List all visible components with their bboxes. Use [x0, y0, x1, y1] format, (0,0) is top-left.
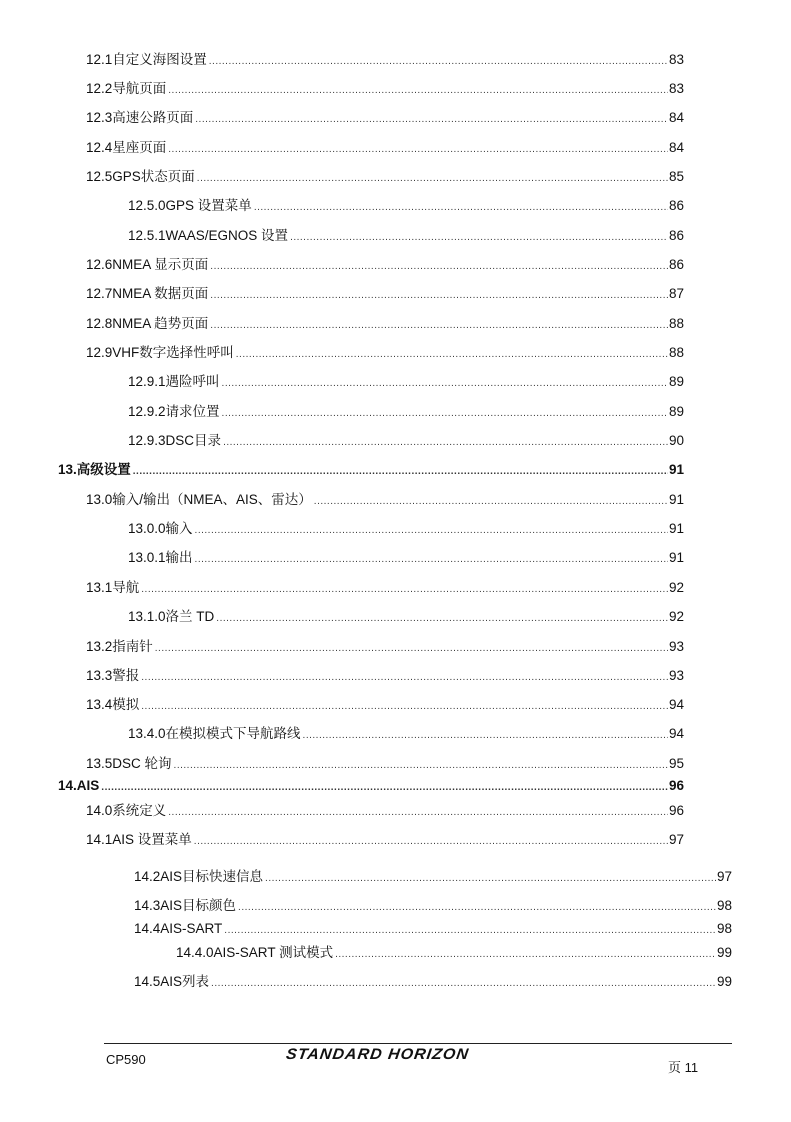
toc-entry[interactable] — [134, 869, 732, 887]
toc-entry[interactable] — [86, 492, 684, 510]
toc-leader-dots — [290, 230, 668, 246]
toc-entry[interactable] — [86, 257, 684, 275]
toc-entry[interactable] — [176, 945, 732, 963]
toc-entry-page: 91 — [668, 492, 684, 507]
toc-entry-page: 84 — [668, 110, 684, 125]
toc-entry-page: 83 — [668, 52, 684, 67]
toc-entry[interactable] — [128, 374, 684, 392]
toc-entry[interactable] — [86, 803, 684, 821]
toc-entry-title: DSC 轮询 — [112, 756, 172, 771]
toc-entry-number: 12.3 — [86, 110, 113, 125]
toc-entry-number: 13.4 — [86, 697, 113, 712]
toc-entry-number: 12.9.1 — [128, 374, 166, 389]
toc-entry-page: 96 — [668, 803, 684, 818]
toc-entry-title: AIS-SART 测试模式 — [213, 945, 334, 960]
toc-entry-number: 14. — [58, 778, 77, 793]
toc-entry-number: 12.9.2 — [128, 404, 166, 419]
toc-leader-dots — [209, 54, 668, 70]
toc-entry-title: 导航 — [112, 580, 140, 595]
toc-leader-dots — [133, 464, 668, 480]
toc-entry-number: 12.9.3 — [128, 433, 166, 448]
toc-leader-dots — [210, 288, 668, 304]
toc-entry-title: DSC目录 — [165, 433, 222, 448]
toc-entry-number: 12.1 — [86, 52, 113, 67]
toc-entry[interactable] — [86, 832, 684, 850]
toc-entry[interactable] — [86, 668, 684, 686]
toc-entry[interactable] — [128, 609, 684, 627]
toc-entry-title: 输出 — [165, 550, 193, 565]
toc-entry[interactable] — [86, 345, 684, 363]
toc-entry-title: AIS — [76, 778, 100, 793]
toc-entry-page: 98 — [716, 898, 732, 913]
toc-leader-dots — [141, 670, 668, 686]
toc-entry[interactable] — [128, 404, 684, 422]
toc-entry-title: 星座页面 — [112, 140, 167, 155]
toc-entry-page: 87 — [668, 286, 684, 301]
toc-entry-page: 99 — [716, 945, 732, 960]
toc-entry-number: 13.4.0 — [128, 726, 166, 741]
toc-leader-dots — [314, 494, 668, 510]
toc-entry-title: 导航页面 — [112, 81, 167, 96]
toc-entry-page: 99 — [716, 974, 732, 989]
footer-model: CP590 — [106, 1052, 146, 1067]
toc-entry-title: WAAS/EGNOS 设置 — [165, 228, 289, 243]
toc-entry[interactable] — [86, 316, 684, 334]
toc-entry-number: 14.2 — [134, 869, 161, 884]
toc-entry[interactable] — [128, 198, 684, 216]
toc-chapter-entry[interactable] — [58, 778, 684, 796]
footer-divider — [104, 1043, 732, 1044]
toc-entry[interactable] — [86, 756, 684, 774]
toc-entry-page: 94 — [668, 726, 684, 741]
toc-entry-number: 13.0 — [86, 492, 113, 507]
toc-leader-dots — [174, 758, 668, 774]
toc-entry-number: 13.1.0 — [128, 609, 166, 624]
footer-page-number: 页 11 — [668, 1060, 699, 1075]
toc-leader-dots — [222, 406, 668, 422]
toc-entry[interactable] — [86, 697, 684, 715]
toc-entry-number: 13.2 — [86, 639, 113, 654]
toc-entry[interactable] — [128, 433, 684, 451]
toc-entry-page: 89 — [668, 374, 684, 389]
toc-entry-page: 84 — [668, 140, 684, 155]
toc-entry-page: 97 — [716, 869, 732, 884]
toc-entry-number: 13.3 — [86, 668, 113, 683]
toc-entry-title: 输入 — [165, 521, 193, 536]
toc-entry[interactable] — [128, 521, 684, 539]
toc-entry-number: 12.7 — [86, 286, 113, 301]
toc-leader-dots — [101, 780, 668, 796]
toc-entry-number: 12.5.0 — [128, 198, 166, 213]
toc-entry-page: 95 — [668, 756, 684, 771]
toc-entry-page: 92 — [668, 580, 684, 595]
toc-leader-dots — [216, 611, 668, 627]
toc-entry[interactable] — [128, 726, 684, 744]
toc-entry-number: 14.0 — [86, 803, 113, 818]
toc-leader-dots — [141, 582, 668, 598]
toc-entry-number: 14.1 — [86, 832, 113, 847]
toc-leader-dots — [197, 171, 668, 187]
toc-entry-title: 遇险呼叫 — [165, 374, 220, 389]
toc-leader-dots — [195, 112, 668, 128]
toc-entry-title: AIS-SART — [160, 921, 223, 936]
toc-entry-title: NMEA 数据页面 — [112, 286, 209, 301]
toc-entry-page: 88 — [668, 316, 684, 331]
toc-entry-number: 13.5 — [86, 756, 113, 771]
toc-entry-page: 94 — [668, 697, 684, 712]
brand-logo: STANDARD HORIZON — [284, 1046, 471, 1063]
toc-entry[interactable] — [128, 550, 684, 568]
toc-entry-page: 83 — [668, 81, 684, 96]
toc-chapter-entry[interactable] — [58, 462, 684, 480]
toc-entry[interactable] — [86, 140, 684, 158]
toc-entry-title: NMEA 趋势页面 — [112, 316, 209, 331]
toc-entry-number: 12.8 — [86, 316, 113, 331]
toc-entry[interactable] — [128, 228, 684, 246]
toc-entry-number: 14.3 — [134, 898, 161, 913]
toc-leader-dots — [210, 318, 668, 334]
toc-entry-title: 警报 — [112, 668, 140, 683]
toc-entry-page: 93 — [668, 639, 684, 654]
toc-leader-dots — [168, 142, 668, 158]
toc-entry-page: 91 — [668, 462, 684, 477]
toc-entry-number: 14.4 — [134, 921, 161, 936]
toc-entry-title: 高级设置 — [76, 462, 131, 477]
toc-entry-page: 92 — [668, 609, 684, 624]
toc-entry-title: AIS目标快速信息 — [160, 869, 264, 884]
toc-entry[interactable] — [134, 921, 732, 939]
toc-entry-page: 85 — [668, 169, 684, 184]
toc-entry[interactable] — [86, 52, 684, 70]
toc-entry-number: 12.6 — [86, 257, 113, 272]
toc-leader-dots — [236, 347, 668, 363]
toc-leader-dots — [168, 83, 668, 99]
toc-leader-dots — [141, 699, 668, 715]
toc-leader-dots — [194, 834, 668, 850]
toc-entry-page: 98 — [716, 921, 732, 936]
toc-leader-dots — [211, 976, 716, 992]
toc-entry[interactable] — [86, 110, 684, 128]
toc-entry-title: AIS列表 — [160, 974, 210, 989]
toc-entry-number: 12.2 — [86, 81, 113, 96]
toc-leader-dots — [195, 552, 668, 568]
toc-entry-number: 12.5 — [86, 169, 113, 184]
toc-entry-page: 93 — [668, 668, 684, 683]
toc-entry-page: 96 — [668, 778, 684, 793]
toc-entry-number: 12.9 — [86, 345, 113, 360]
toc-entry-title: 洛兰 TD — [165, 609, 215, 624]
toc-entry-number: 13.0.0 — [128, 521, 166, 536]
toc-leader-dots — [168, 805, 668, 821]
toc-entry-title: 输入/输出（NMEA、AIS、雷达） — [112, 492, 312, 507]
toc-entry-title: 系统定义 — [112, 803, 167, 818]
toc-entry-page: 86 — [668, 228, 684, 243]
toc-entry-title: NMEA 显示页面 — [112, 257, 209, 272]
toc-entry-page: 97 — [668, 832, 684, 847]
toc-entry-page: 86 — [668, 257, 684, 272]
toc-entry-number: 14.4.0 — [176, 945, 214, 960]
toc-leader-dots — [265, 871, 716, 887]
toc-leader-dots — [222, 376, 668, 392]
toc-entry-page: 88 — [668, 345, 684, 360]
toc-entry[interactable] — [86, 169, 684, 187]
toc-leader-dots — [303, 728, 668, 744]
toc-entry-number: 12.5.1 — [128, 228, 166, 243]
toc-leader-dots — [195, 523, 668, 539]
toc-entry-number: 13.1 — [86, 580, 113, 595]
toc-entry-title: 指南针 — [112, 639, 153, 654]
toc-entry-title: AIS 设置菜单 — [112, 832, 192, 847]
toc-leader-dots — [210, 259, 668, 275]
toc-entry[interactable] — [86, 639, 684, 657]
toc-entry[interactable] — [86, 580, 684, 598]
toc-entry[interactable] — [134, 974, 732, 992]
toc-entry-title: 自定义海图设置 — [112, 52, 207, 67]
toc-entry-title: GPS状态页面 — [112, 169, 195, 184]
toc-entry[interactable] — [134, 898, 732, 916]
toc-leader-dots — [335, 947, 716, 963]
toc-leader-dots — [238, 900, 716, 916]
toc-entry-title: 高速公路页面 — [112, 110, 194, 125]
toc-entry[interactable] — [86, 81, 684, 99]
toc-entry-title: 在模拟模式下导航路线 — [165, 726, 301, 741]
toc-entry-number: 14.5 — [134, 974, 161, 989]
toc-leader-dots — [224, 923, 716, 939]
toc-entry-page: 86 — [668, 198, 684, 213]
toc-entry-page: 90 — [668, 433, 684, 448]
toc-entry-title: 模拟 — [112, 697, 140, 712]
toc-leader-dots — [223, 435, 668, 451]
toc-entry-number: 13.0.1 — [128, 550, 166, 565]
toc-leader-dots — [155, 641, 668, 657]
toc-entry-page: 91 — [668, 550, 684, 565]
toc-entry-title: 请求位置 — [165, 404, 220, 419]
toc-entry-title: GPS 设置菜单 — [165, 198, 252, 213]
toc-entry-number: 13. — [58, 462, 77, 477]
toc-entry-title: AIS目标颜色 — [160, 898, 237, 913]
toc-entry-number: 12.4 — [86, 140, 113, 155]
toc-entry-page: 89 — [668, 404, 684, 419]
toc-entry[interactable] — [86, 286, 684, 304]
toc-leader-dots — [254, 200, 668, 216]
toc-entry-page: 91 — [668, 521, 684, 536]
toc-entry-title: VHF数字选择性呼叫 — [112, 345, 234, 360]
